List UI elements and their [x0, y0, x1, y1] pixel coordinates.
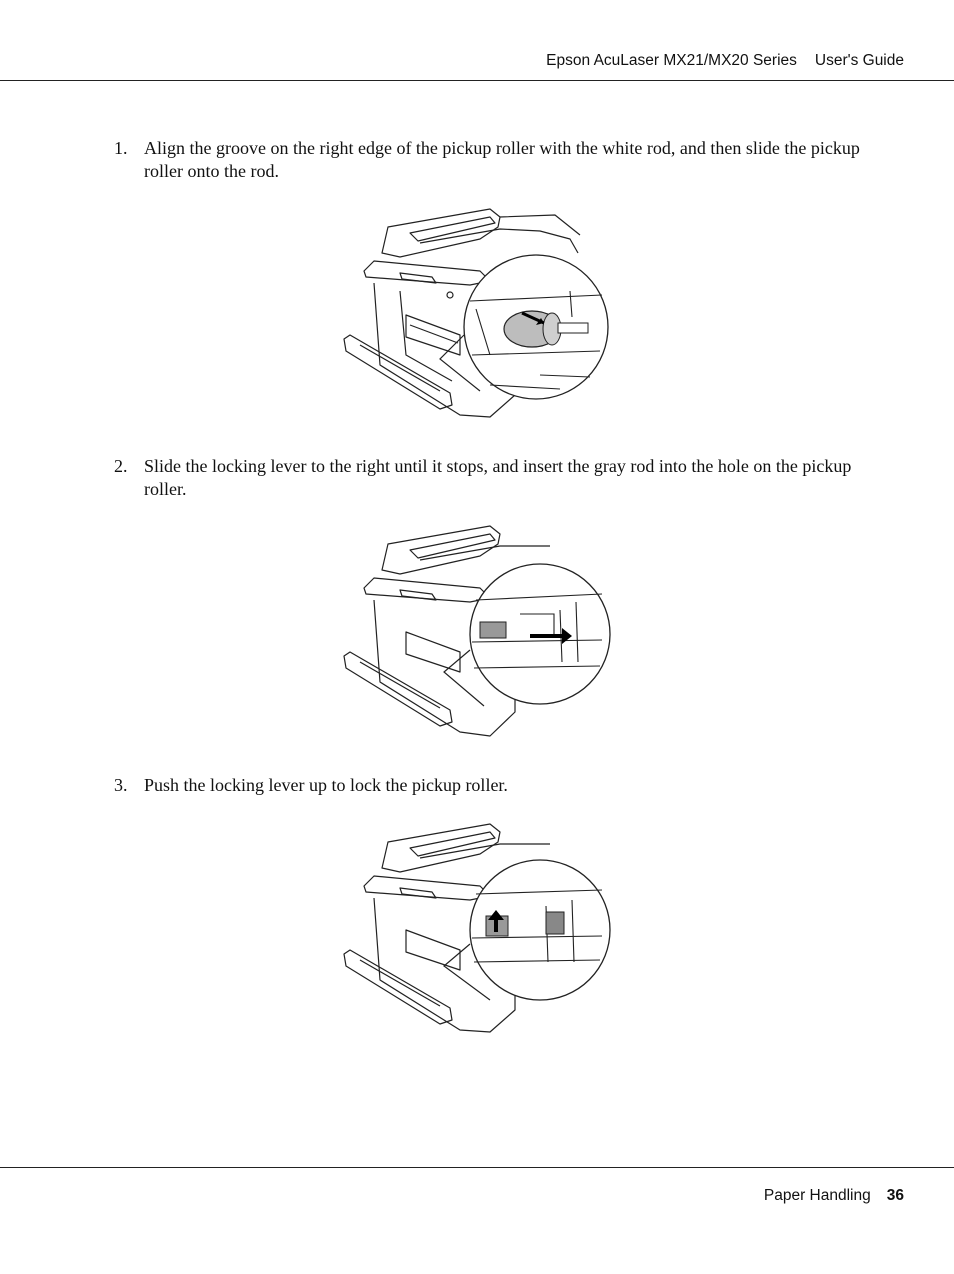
footer-section: Paper Handling [763, 1187, 871, 1204]
illustration-lock-pickup-roller [340, 820, 615, 1042]
header-product: Epson AcuLaser MX21/MX20 Series [546, 52, 797, 69]
page-number: 36 [886, 1187, 904, 1204]
step-number: 1. [114, 138, 128, 158]
illustration-slide-roller-onto-rod [340, 205, 615, 425]
step-number: 2. [114, 456, 128, 476]
step-number: 3. [114, 775, 128, 795]
step-text: Slide the locking lever to the right until it stops, and insert the gray rod into the hole on the pickup roller. [144, 456, 852, 499]
illustration-slide-locking-lever [340, 522, 615, 744]
footer-rule [0, 1167, 954, 1168]
step-3 [114, 774, 884, 797]
step-2 [114, 455, 884, 501]
step-text: Push the locking lever up to lock the pickup roller. [144, 775, 508, 795]
page-footer [764, 1187, 904, 1205]
header-guide: User's Guide [814, 52, 904, 69]
header-rule [0, 80, 954, 81]
step-1 [114, 137, 884, 183]
step-text: Align the groove on the right edge of the pickup roller with the white rod, and then slide the pickup roller onto the rod. [144, 138, 860, 181]
